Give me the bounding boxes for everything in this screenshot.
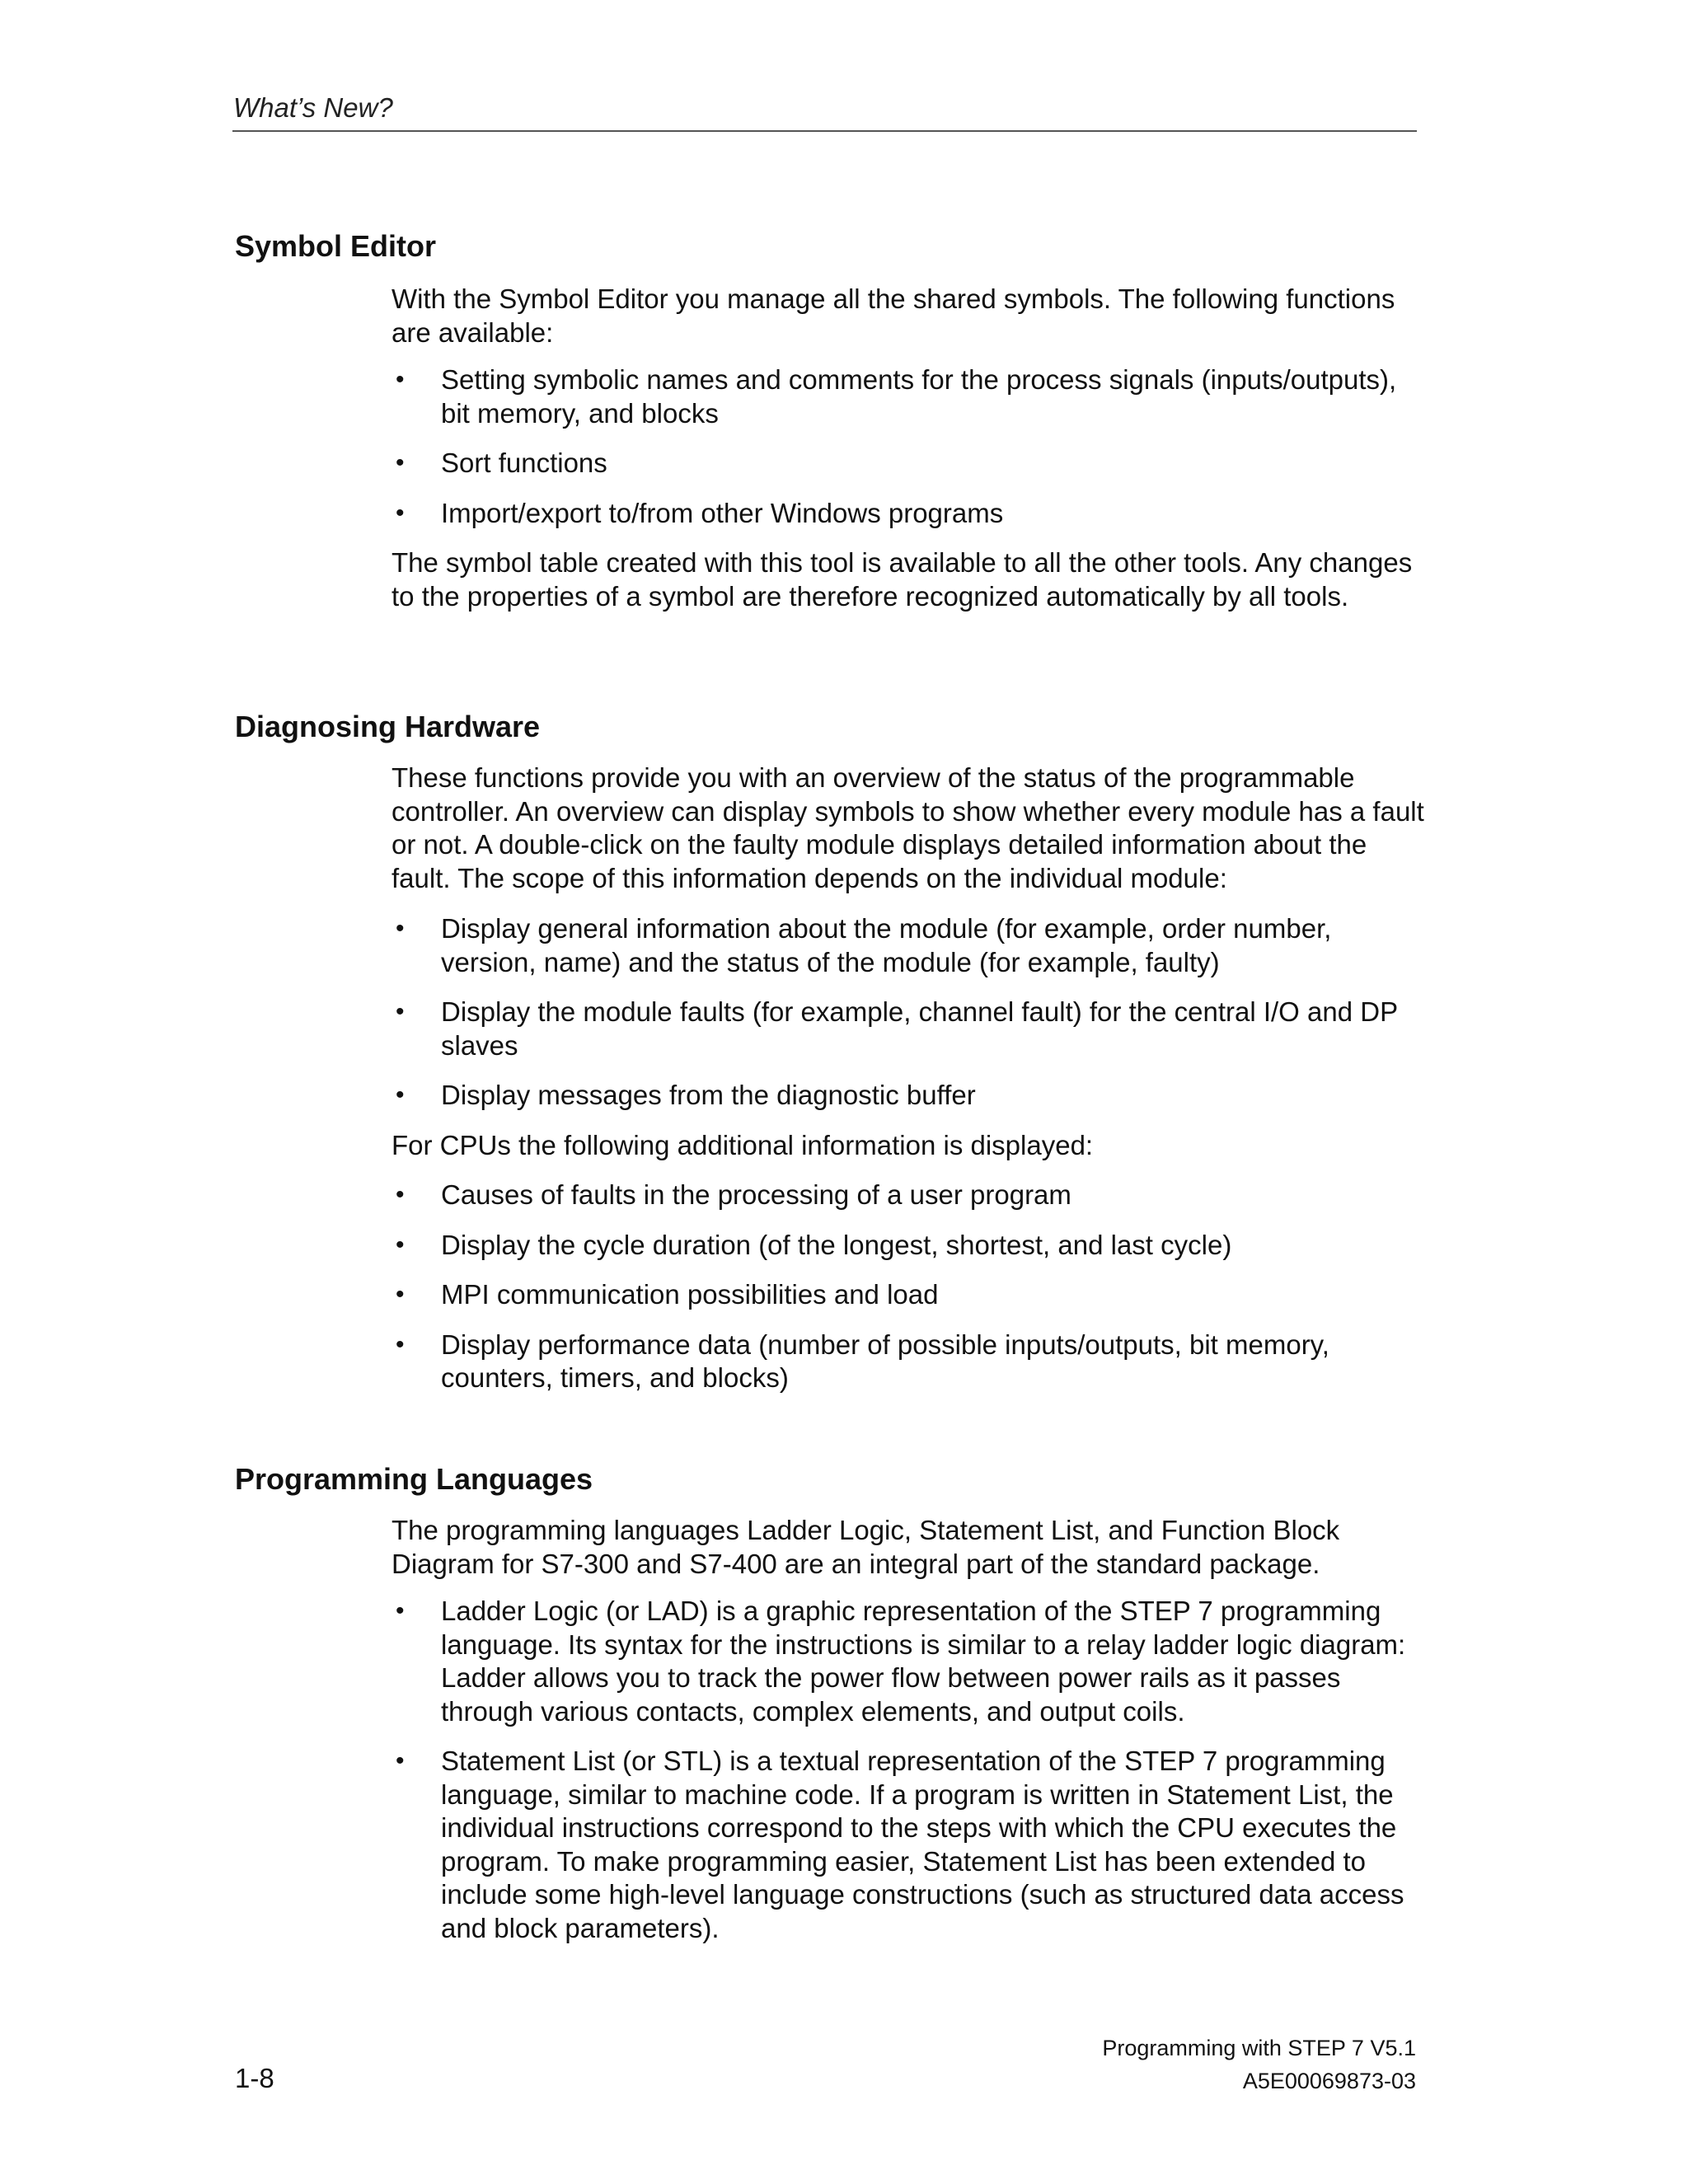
- list-item: • Sort functions: [392, 447, 1432, 480]
- symbol-editor-bullets: [392, 363, 1432, 546]
- diagnosing-hardware-intro: These functions provide you with an overview of the status of the programmable controller. An overview can display symbols to show whether every module has a fault or not. A double-click on the faulty module displays detailed information about the fault. The scope of this information depends on the individual module:: [392, 762, 1424, 893]
- list-item: • Ladder Logic (or LAD) is a graphic representation of the STEP 7 programming language. Its syntax for the instructions is similar to a relay ladder logic diagram: Ladder allows you to track the power flow between power rails as it passes through various contacts, complex elements, and output coils.: [392, 1595, 1432, 1728]
- diagnosing-hardware-bullets: [392, 912, 1432, 1129]
- symbol-editor-outro: The symbol table created with this tool is available to all the other tools. Any changes to the properties of a symbol are therefore recognized automatically by all tools.: [392, 547, 1413, 612]
- programming-languages-bullets: [392, 1595, 1432, 1961]
- header-rule: [232, 130, 1417, 132]
- cpu-info-bullets: [392, 1179, 1432, 1412]
- list-item: • Causes of faults in the processing of a user program: [392, 1179, 1432, 1212]
- list-item: • Display performance data (number of possible inputs/outputs, bit memory, counters, timers, and blocks): [392, 1329, 1432, 1395]
- footer-order-number: A5E00069873-03: [1242, 2069, 1416, 2093]
- symbol-editor-intro: With the Symbol Editor you manage all the shared symbols. The following functions are available:: [392, 284, 1395, 348]
- footer-manual-title: Programming with STEP 7 V5.1: [1102, 2036, 1416, 2060]
- list-item: • Display the cycle duration (of the longest, shortest, and last cycle): [392, 1229, 1432, 1263]
- running-header: What’s New?: [233, 92, 393, 123]
- page-number: 1-8: [235, 2063, 274, 2093]
- list-item: • MPI communication possibilities and load: [392, 1278, 1432, 1312]
- list-item: • Setting symbolic names and comments for the process signals (inputs/outputs), bit memory, and blocks: [392, 363, 1432, 430]
- section-title-symbol-editor: Symbol Editor: [235, 229, 437, 263]
- section-title-programming-languages: Programming Languages: [235, 1462, 593, 1496]
- list-item: • Display general information about the module (for example, order number, version, name) and the status of the module (for example, faulty): [392, 912, 1432, 979]
- section-title-diagnosing-hardware: Diagnosing Hardware: [235, 710, 541, 743]
- cpu-info-intro: For CPUs the following additional information is displayed:: [392, 1130, 1094, 1160]
- list-item: • Import/export to/from other Windows programs: [392, 497, 1432, 531]
- list-item: • Statement List (or STL) is a textual representation of the STEP 7 programming language, similar to machine code. If a program is written in Statement List, the individual instructions correspond to the steps with which the CPU executes the program. To make programming easier, Statement List has been extended to include some high-level language constructions (such as structured data access and block parameters).: [392, 1745, 1432, 1945]
- list-item: • Display messages from the diagnostic buffer: [392, 1079, 1432, 1113]
- list-item: • Display the module faults (for example, channel fault) for the central I/O and DP slaves: [392, 996, 1432, 1062]
- programming-languages-intro: The programming languages Ladder Logic, Statement List, and Function Block Diagram for S7-300 and S7-400 are an integral part of the standard package.: [392, 1515, 1340, 1579]
